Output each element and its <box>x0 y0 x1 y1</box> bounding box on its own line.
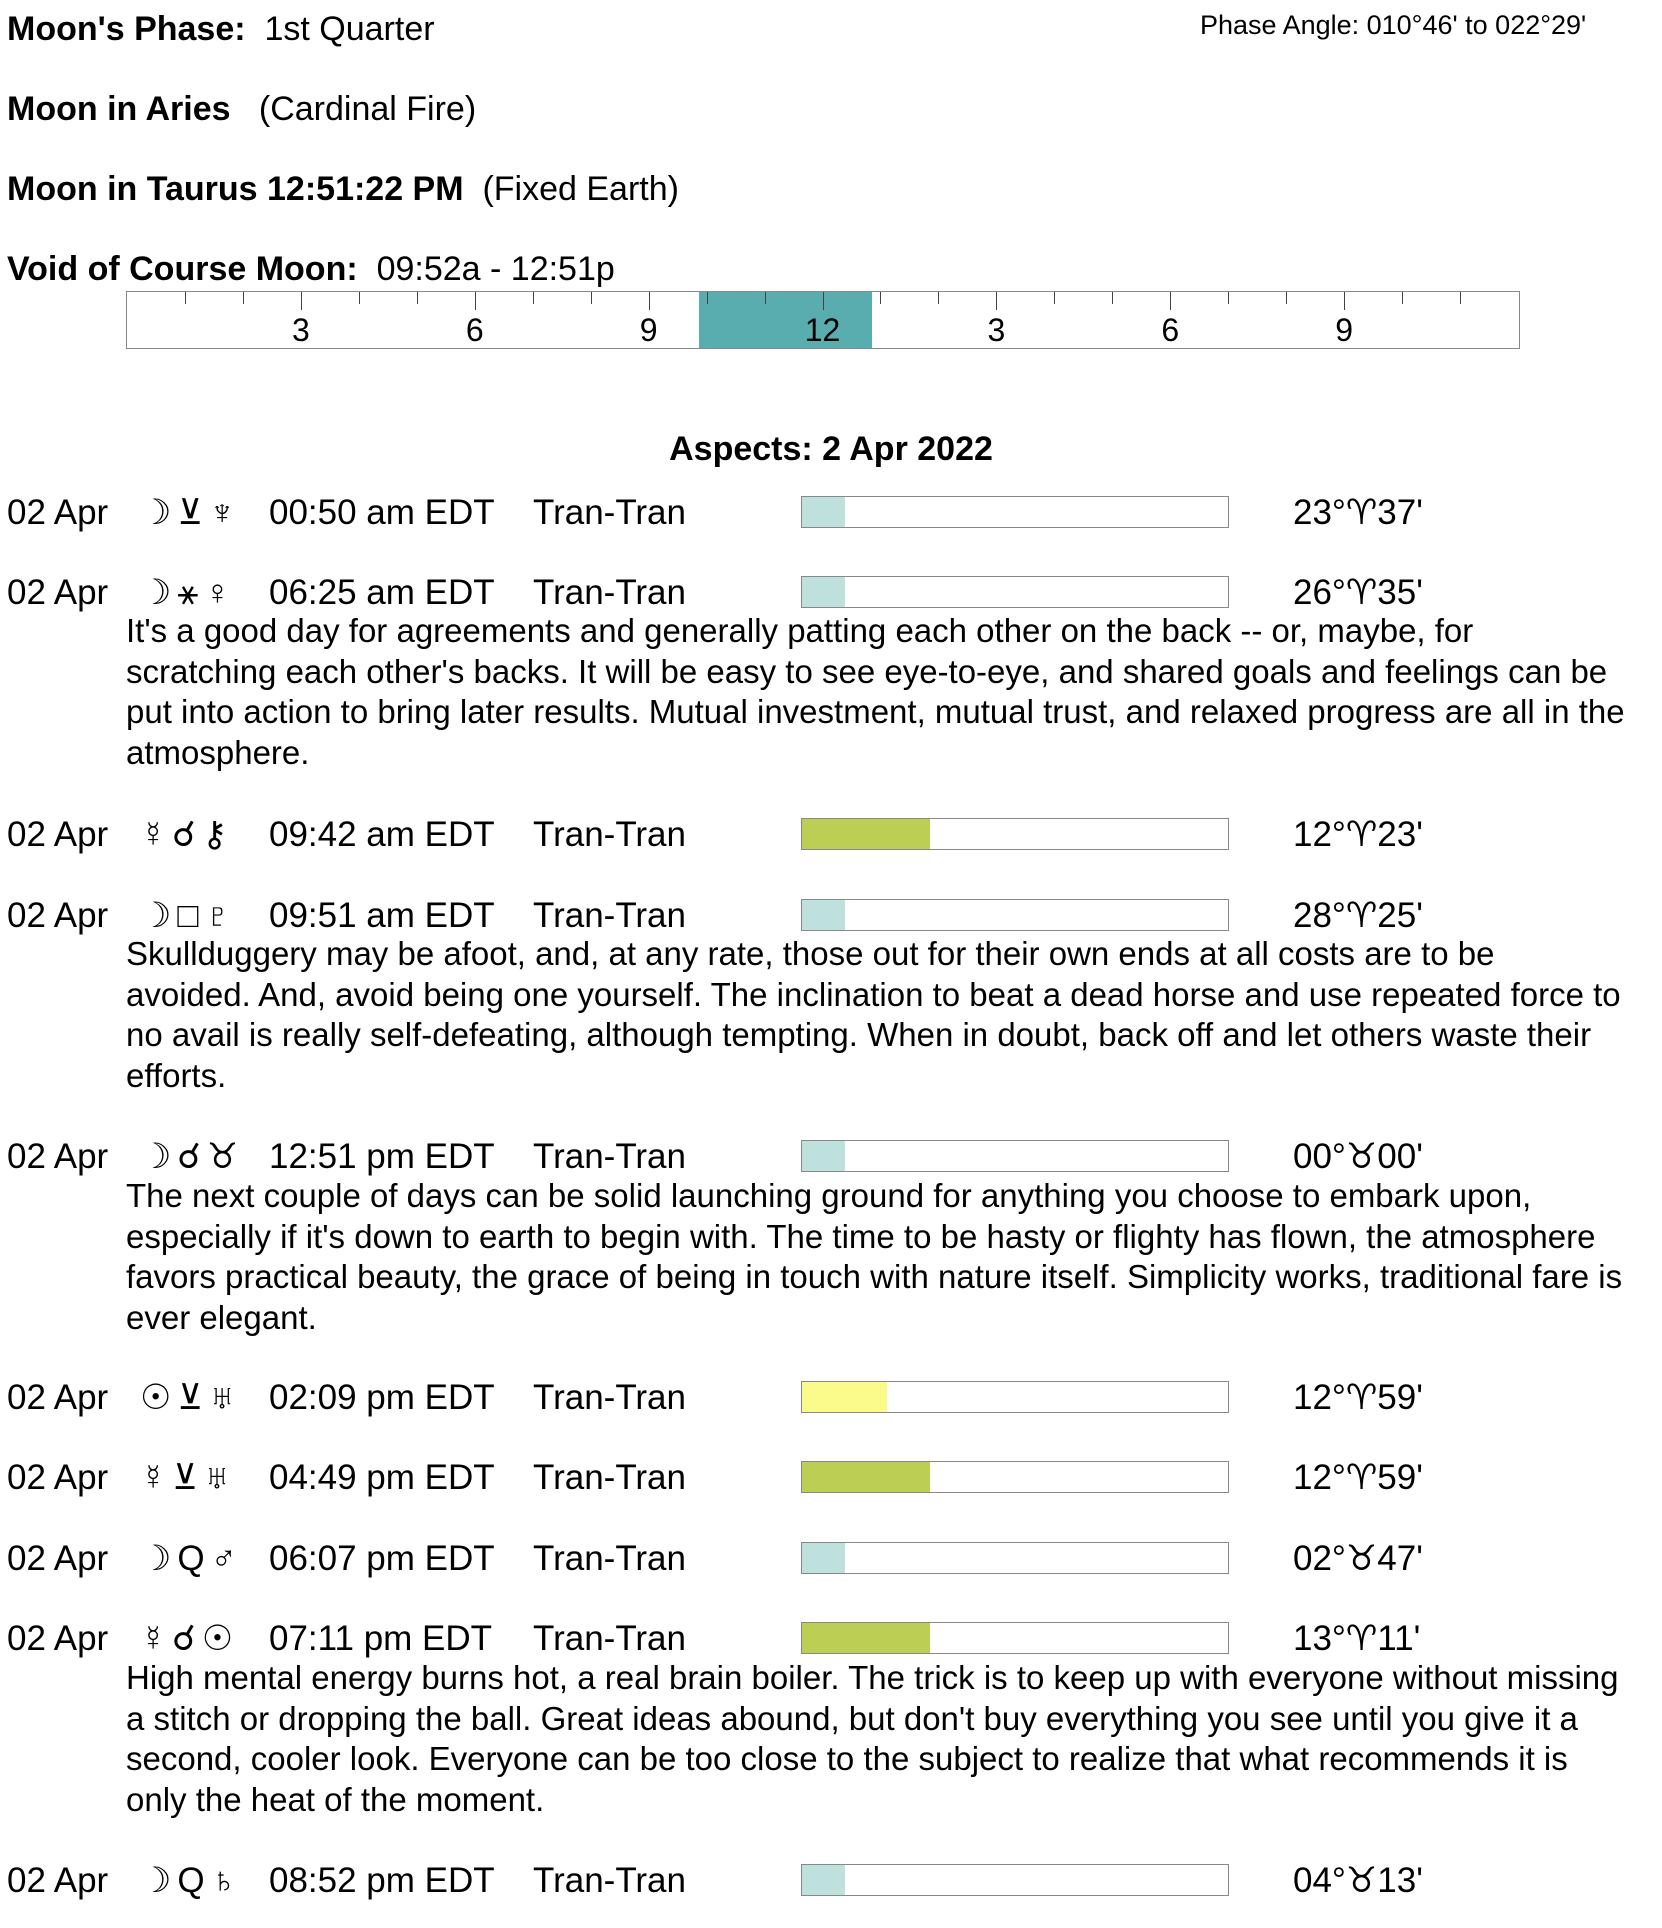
aspect-position: 26°♈35' <box>1293 573 1423 612</box>
moon-sign-quality: (Cardinal Fire) <box>258 90 477 128</box>
aspect-date: 02 Apr <box>7 1619 109 1658</box>
timeline-tick <box>243 292 244 304</box>
moon-ingress-quality: (Fixed Earth) <box>482 170 679 208</box>
aspect-type: Tran-Tran <box>533 1378 686 1417</box>
aspect-date: 02 Apr <box>7 815 109 854</box>
aspect-position: 12°♈59' <box>1293 1378 1423 1417</box>
aspect-glyphs: ☿☌⚷ <box>140 815 234 854</box>
aspect-strength-fill <box>802 1462 930 1492</box>
timeline-tick <box>707 292 708 304</box>
aspect-strength-bar <box>801 1864 1229 1896</box>
timeline-tick <box>1286 292 1287 304</box>
aspect-date: 02 Apr <box>7 1458 109 1497</box>
aspect-glyphs: ☿⊻♅ <box>140 1458 237 1497</box>
aspect-date: 02 Apr <box>7 573 109 612</box>
aspect-strength-bar <box>801 1140 1229 1172</box>
timeline-tick <box>1228 292 1229 304</box>
aspect-date: 02 Apr <box>7 1378 109 1417</box>
aspect-type: Tran-Tran <box>533 1861 686 1900</box>
aspect-date: 02 Apr <box>7 1861 109 1900</box>
aspect-time: 02:09 pm EDT <box>269 1378 495 1417</box>
aspect-time: 04:49 pm EDT <box>269 1458 495 1497</box>
aspect-glyphs: ☽Q♄ <box>140 1861 243 1900</box>
timeline-hour-label: 12 <box>804 312 841 348</box>
aspect-time: 00:50 am EDT <box>269 493 495 532</box>
timeline-tick <box>359 292 360 304</box>
aspect-time: 06:07 pm EDT <box>269 1539 495 1578</box>
aspect-strength-fill <box>802 1141 845 1171</box>
moon-phase-label: Moon's Phase: <box>7 10 246 48</box>
aspect-strength-fill <box>802 819 930 849</box>
aspect-glyphs: ☽☌♉ <box>140 1137 245 1176</box>
aspect-time: 09:51 am EDT <box>269 896 495 935</box>
timeline-tick <box>533 292 534 304</box>
moon-phase-value: 1st Quarter <box>264 10 435 48</box>
aspect-strength-bar <box>801 1381 1229 1413</box>
timeline-tick <box>301 292 302 310</box>
void-of-course-timeline <box>126 291 1520 349</box>
aspect-description: The next couple of days can be solid launching ground for anything you choose to embark upon, especially if it's down to earth to begin with. The time to be hasty or flighty has flown, the atmosphere favors practical beauty, the grace of being in touch with nature itself. Simplicity works, traditional fare is ever elegant. <box>126 1177 1623 1336</box>
timeline-tick <box>475 292 476 310</box>
aspect-strength-fill <box>802 1623 930 1653</box>
aspect-position: 13°♈11' <box>1293 1619 1421 1658</box>
aspect-description: Skullduggery may be afoot, and, at any rate, those out for their own ends at all costs are to be avoided. And, avoid being one yourself. The inclination to beat a dead horse and use repeated force to no avail is really self-defeating, although tempting. When in doubt, back off and let others waste their efforts. <box>126 935 1621 1094</box>
timeline-tick <box>591 292 592 304</box>
aspect-position: 02°♉47' <box>1293 1539 1423 1578</box>
moon-ingress-line <box>7 170 679 209</box>
aspect-strength-bar <box>801 818 1229 850</box>
moon-sign: Moon in Aries <box>7 90 231 128</box>
timeline-hour-label: 9 <box>1335 312 1354 348</box>
aspect-strength-fill <box>802 497 845 527</box>
timeline-hour-label: 3 <box>291 312 310 348</box>
aspect-date: 02 Apr <box>7 1137 109 1176</box>
aspect-glyphs: ☽Q♂ <box>140 1539 243 1578</box>
timeline-tick <box>1054 292 1055 304</box>
aspect-strength-fill <box>802 1865 845 1895</box>
aspect-time: 07:11 pm EDT <box>269 1619 493 1658</box>
aspect-strength-bar <box>801 1461 1229 1493</box>
aspect-type: Tran-Tran <box>533 493 686 532</box>
aspect-glyphs: ☉⊻♅ <box>140 1378 242 1417</box>
timeline-tick <box>417 292 418 304</box>
void-of-course-label: Void of Course Moon: <box>7 250 358 288</box>
timeline-tick <box>185 292 186 304</box>
void-of-course-fill <box>699 292 872 348</box>
aspect-date: 02 Apr <box>7 896 109 935</box>
aspect-type: Tran-Tran <box>533 815 686 854</box>
timeline-tick <box>1460 292 1461 304</box>
aspect-position: 28°♈25' <box>1293 896 1423 935</box>
void-of-course-line <box>7 250 615 289</box>
aspect-position: 12°♈59' <box>1293 1458 1423 1497</box>
aspect-type: Tran-Tran <box>533 1458 686 1497</box>
aspect-description: High mental energy burns hot, a real brain boiler. The trick is to keep up with everyone without missing a stitch or dropping the ball. Great ideas abound, but don't buy everything you see until you give it a second, cooler look. Everyone can be too close to the subject to realize that what recommends it is only the heat of the moment. <box>126 1659 1619 1818</box>
phase-angle: Phase Angle: 010°46' to 022°29' <box>1200 10 1587 40</box>
aspect-strength-fill <box>802 577 845 607</box>
timeline-tick <box>1344 292 1345 310</box>
aspect-strength-bar <box>801 576 1229 608</box>
aspect-date: 02 Apr <box>7 493 109 532</box>
moon-phase-line <box>7 10 435 49</box>
aspect-glyphs: ☿☌☉ <box>140 1619 240 1658</box>
void-of-course-value: 09:52a - 12:51p <box>376 250 615 288</box>
timeline-tick <box>765 292 766 304</box>
timeline-tick <box>880 292 881 304</box>
aspect-glyphs: ☽⚹♀ <box>140 573 237 612</box>
timeline-tick <box>1170 292 1171 310</box>
aspect-strength-bar <box>801 496 1229 528</box>
timeline-tick <box>938 292 939 304</box>
aspect-strength-bar <box>801 1542 1229 1574</box>
aspect-glyphs: ☽⊻♆ <box>140 493 242 532</box>
moon-ingress: Moon in Taurus 12:51:22 PM <box>7 170 464 208</box>
aspect-glyphs: ☽□♇ <box>140 896 237 935</box>
aspect-time: 12:51 pm EDT <box>269 1137 495 1176</box>
aspect-time: 06:25 am EDT <box>269 573 495 612</box>
aspect-position: 00°♉00' <box>1293 1137 1423 1176</box>
aspect-type: Tran-Tran <box>533 1539 686 1578</box>
timeline-tick <box>649 292 650 310</box>
aspect-date: 02 Apr <box>7 1539 109 1578</box>
timeline-tick <box>1402 292 1403 304</box>
aspect-type: Tran-Tran <box>533 1619 686 1658</box>
aspect-strength-bar <box>801 899 1229 931</box>
timeline-hour-label: 3 <box>987 312 1006 348</box>
aspect-position: 04°♉13' <box>1293 1861 1423 1900</box>
timeline-tick <box>996 292 997 310</box>
aspect-type: Tran-Tran <box>533 896 686 935</box>
aspect-description: It's a good day for agreements and generally patting each other on the back -- or, maybe, for scratching each other's backs. It will be easy to see eye-to-eye, and shared goals and feelings can be put into action to bring later results. Mutual investment, mutual trust, and relaxed progress are all in the atmosphere. <box>126 612 1625 771</box>
aspect-time: 08:52 pm EDT <box>269 1861 495 1900</box>
aspect-strength-bar <box>801 1622 1229 1654</box>
timeline-hour-label: 6 <box>465 312 484 348</box>
aspect-strength-fill <box>802 900 845 930</box>
timeline-tick <box>823 292 824 310</box>
timeline-tick <box>1112 292 1113 304</box>
aspects-title: Aspects: 2 Apr 2022 <box>669 430 993 468</box>
aspect-time: 09:42 am EDT <box>269 815 495 854</box>
aspect-type: Tran-Tran <box>533 1137 686 1176</box>
aspect-type: Tran-Tran <box>533 573 686 612</box>
aspect-position: 23°♈37' <box>1293 493 1423 532</box>
timeline-hour-label: 9 <box>639 312 658 348</box>
aspect-position: 12°♈23' <box>1293 815 1423 854</box>
aspect-strength-fill <box>802 1543 845 1573</box>
aspect-strength-fill <box>802 1382 887 1412</box>
timeline-hour-label: 6 <box>1161 312 1180 348</box>
moon-sign-line <box>7 90 476 129</box>
